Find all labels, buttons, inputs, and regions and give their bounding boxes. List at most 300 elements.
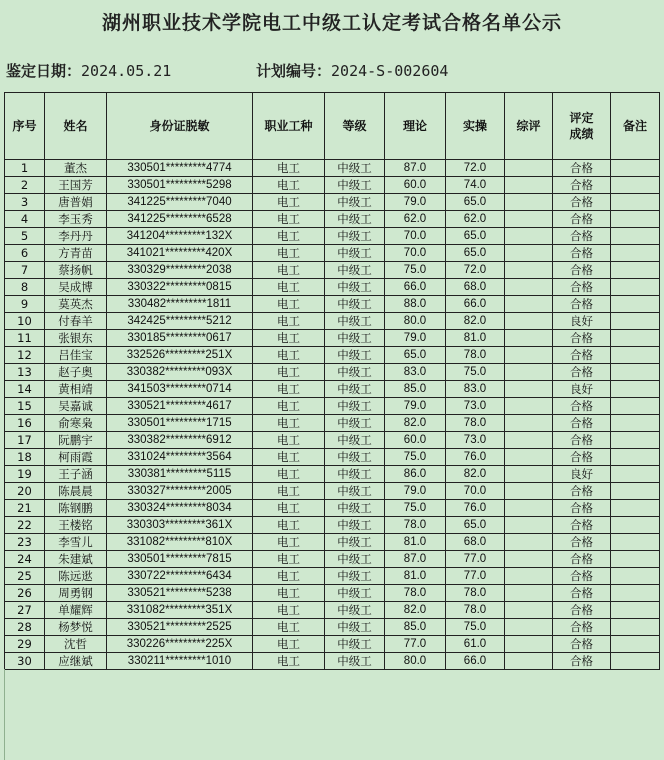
comprehensive-cell[interactable] — [505, 330, 553, 347]
comprehensive-cell[interactable] — [505, 636, 553, 653]
practical-score-cell[interactable]: 65.0 — [446, 245, 505, 262]
id-cell[interactable]: 332526*********251X — [107, 347, 253, 364]
seq-cell[interactable]: 12 — [5, 347, 45, 364]
name-cell[interactable]: 李丹丹 — [45, 228, 107, 245]
seq-cell[interactable]: 16 — [5, 415, 45, 432]
comprehensive-cell[interactable] — [505, 653, 553, 670]
comprehensive-cell[interactable] — [505, 296, 553, 313]
occupation-cell[interactable]: 电工 — [253, 534, 325, 551]
name-cell[interactable]: 吕佳宝 — [45, 347, 107, 364]
name-cell[interactable]: 俞寒枭 — [45, 415, 107, 432]
remark-cell[interactable] — [611, 483, 660, 500]
header-cell[interactable]: 备注 — [611, 93, 660, 160]
practical-score-cell[interactable]: 68.0 — [446, 534, 505, 551]
result-cell[interactable]: 合格 — [553, 585, 611, 602]
theory-score-cell[interactable]: 77.0 — [385, 636, 446, 653]
seq-cell[interactable]: 21 — [5, 500, 45, 517]
theory-score-cell[interactable]: 82.0 — [385, 602, 446, 619]
seq-cell[interactable]: 23 — [5, 534, 45, 551]
occupation-cell[interactable]: 电工 — [253, 347, 325, 364]
seq-cell[interactable]: 30 — [5, 653, 45, 670]
name-cell[interactable]: 王子涵 — [45, 466, 107, 483]
seq-cell[interactable]: 22 — [5, 517, 45, 534]
empty-sheet-area[interactable] — [4, 669, 660, 760]
name-cell[interactable]: 杨梦悦 — [45, 619, 107, 636]
level-cell[interactable]: 中级工 — [325, 432, 385, 449]
theory-score-cell[interactable]: 82.0 — [385, 415, 446, 432]
id-cell[interactable]: 341225*********7040 — [107, 194, 253, 211]
id-cell[interactable]: 331082*********810X — [107, 534, 253, 551]
id-cell[interactable]: 330521*********5238 — [107, 585, 253, 602]
occupation-cell[interactable]: 电工 — [253, 551, 325, 568]
seq-cell[interactable]: 5 — [5, 228, 45, 245]
id-cell[interactable]: 330521*********4617 — [107, 398, 253, 415]
occupation-cell[interactable]: 电工 — [253, 449, 325, 466]
occupation-cell[interactable]: 电工 — [253, 619, 325, 636]
result-cell[interactable]: 合格 — [553, 602, 611, 619]
remark-cell[interactable] — [611, 347, 660, 364]
occupation-cell[interactable]: 电工 — [253, 364, 325, 381]
name-cell[interactable]: 陈远逖 — [45, 568, 107, 585]
level-cell[interactable]: 中级工 — [325, 602, 385, 619]
remark-cell[interactable] — [611, 517, 660, 534]
level-cell[interactable]: 中级工 — [325, 262, 385, 279]
remark-cell[interactable] — [611, 466, 660, 483]
occupation-cell[interactable]: 电工 — [253, 245, 325, 262]
comprehensive-cell[interactable] — [505, 551, 553, 568]
name-cell[interactable]: 唐普娟 — [45, 194, 107, 211]
name-cell[interactable]: 蔡扬帆 — [45, 262, 107, 279]
comprehensive-cell[interactable] — [505, 364, 553, 381]
result-cell[interactable]: 良好 — [553, 466, 611, 483]
name-cell[interactable]: 阮鹏宇 — [45, 432, 107, 449]
occupation-cell[interactable]: 电工 — [253, 279, 325, 296]
id-cell[interactable]: 341503*********0714 — [107, 381, 253, 398]
comprehensive-cell[interactable] — [505, 568, 553, 585]
theory-score-cell[interactable]: 79.0 — [385, 398, 446, 415]
result-cell[interactable]: 合格 — [553, 364, 611, 381]
level-cell[interactable]: 中级工 — [325, 347, 385, 364]
result-cell[interactable]: 良好 — [553, 381, 611, 398]
name-cell[interactable]: 吴嘉诚 — [45, 398, 107, 415]
seq-cell[interactable]: 19 — [5, 466, 45, 483]
comprehensive-cell[interactable] — [505, 517, 553, 534]
practical-score-cell[interactable]: 83.0 — [446, 381, 505, 398]
result-cell[interactable]: 合格 — [553, 194, 611, 211]
occupation-cell[interactable]: 电工 — [253, 177, 325, 194]
comprehensive-cell[interactable] — [505, 534, 553, 551]
id-cell[interactable]: 341204*********132X — [107, 228, 253, 245]
header-cell[interactable]: 序号 — [5, 93, 45, 160]
practical-score-cell[interactable]: 68.0 — [446, 279, 505, 296]
result-cell[interactable]: 合格 — [553, 177, 611, 194]
practical-score-cell[interactable]: 76.0 — [446, 500, 505, 517]
level-cell[interactable]: 中级工 — [325, 160, 385, 177]
practical-score-cell[interactable]: 65.0 — [446, 228, 505, 245]
remark-cell[interactable] — [611, 245, 660, 262]
level-cell[interactable]: 中级工 — [325, 364, 385, 381]
theory-score-cell[interactable]: 79.0 — [385, 194, 446, 211]
level-cell[interactable]: 中级工 — [325, 636, 385, 653]
remark-cell[interactable] — [611, 262, 660, 279]
name-cell[interactable]: 应继斌 — [45, 653, 107, 670]
practical-score-cell[interactable]: 73.0 — [446, 432, 505, 449]
level-cell[interactable]: 中级工 — [325, 517, 385, 534]
theory-score-cell[interactable]: 75.0 — [385, 262, 446, 279]
occupation-cell[interactable]: 电工 — [253, 313, 325, 330]
header-cell[interactable]: 身份证脱敏 — [107, 93, 253, 160]
seq-cell[interactable]: 13 — [5, 364, 45, 381]
result-cell[interactable]: 合格 — [553, 398, 611, 415]
id-cell[interactable]: 330382*********6912 — [107, 432, 253, 449]
occupation-cell[interactable]: 电工 — [253, 398, 325, 415]
name-cell[interactable]: 付春羊 — [45, 313, 107, 330]
result-cell[interactable]: 合格 — [553, 211, 611, 228]
practical-score-cell[interactable]: 62.0 — [446, 211, 505, 228]
practical-score-cell[interactable]: 77.0 — [446, 551, 505, 568]
remark-cell[interactable] — [611, 449, 660, 466]
theory-score-cell[interactable]: 88.0 — [385, 296, 446, 313]
name-cell[interactable]: 莫英杰 — [45, 296, 107, 313]
theory-score-cell[interactable]: 81.0 — [385, 568, 446, 585]
theory-score-cell[interactable]: 80.0 — [385, 653, 446, 670]
comprehensive-cell[interactable] — [505, 177, 553, 194]
header-cell[interactable] — [553, 93, 611, 160]
name-cell[interactable]: 沈哲 — [45, 636, 107, 653]
practical-score-cell[interactable]: 78.0 — [446, 585, 505, 602]
practical-score-cell[interactable]: 70.0 — [446, 483, 505, 500]
header-cell[interactable]: 实操 — [446, 93, 505, 160]
occupation-cell[interactable]: 电工 — [253, 330, 325, 347]
header-cell[interactable]: 职业工种 — [253, 93, 325, 160]
comprehensive-cell[interactable] — [505, 500, 553, 517]
seq-cell[interactable]: 8 — [5, 279, 45, 296]
level-cell[interactable]: 中级工 — [325, 296, 385, 313]
name-cell[interactable]: 王国芳 — [45, 177, 107, 194]
practical-score-cell[interactable]: 82.0 — [446, 313, 505, 330]
theory-score-cell[interactable]: 62.0 — [385, 211, 446, 228]
comprehensive-cell[interactable] — [505, 619, 553, 636]
result-cell[interactable]: 合格 — [553, 262, 611, 279]
level-cell[interactable]: 中级工 — [325, 177, 385, 194]
level-cell[interactable]: 中级工 — [325, 415, 385, 432]
level-cell[interactable]: 中级工 — [325, 211, 385, 228]
remark-cell[interactable] — [611, 194, 660, 211]
remark-cell[interactable] — [611, 500, 660, 517]
id-cell[interactable]: 330501*********7815 — [107, 551, 253, 568]
name-cell[interactable]: 李雪儿 — [45, 534, 107, 551]
comprehensive-cell[interactable] — [505, 432, 553, 449]
name-cell[interactable]: 李玉秀 — [45, 211, 107, 228]
remark-cell[interactable] — [611, 432, 660, 449]
level-cell[interactable]: 中级工 — [325, 500, 385, 517]
level-cell[interactable]: 中级工 — [325, 381, 385, 398]
remark-cell[interactable] — [611, 636, 660, 653]
practical-score-cell[interactable]: 78.0 — [446, 602, 505, 619]
seq-cell[interactable]: 20 — [5, 483, 45, 500]
result-cell[interactable]: 合格 — [553, 653, 611, 670]
comprehensive-cell[interactable] — [505, 449, 553, 466]
remark-cell[interactable] — [611, 160, 660, 177]
occupation-cell[interactable]: 电工 — [253, 636, 325, 653]
id-cell[interactable]: 341225*********6528 — [107, 211, 253, 228]
header-cell[interactable]: 理论 — [385, 93, 446, 160]
level-cell[interactable]: 中级工 — [325, 245, 385, 262]
theory-score-cell[interactable]: 75.0 — [385, 449, 446, 466]
header-cell[interactable]: 综评 — [505, 93, 553, 160]
occupation-cell[interactable]: 电工 — [253, 415, 325, 432]
level-cell[interactable]: 中级工 — [325, 534, 385, 551]
id-cell[interactable]: 330303*********361X — [107, 517, 253, 534]
comprehensive-cell[interactable] — [505, 381, 553, 398]
occupation-cell[interactable]: 电工 — [253, 296, 325, 313]
id-cell[interactable]: 330381*********5115 — [107, 466, 253, 483]
remark-cell[interactable] — [611, 534, 660, 551]
id-cell[interactable]: 330327*********2005 — [107, 483, 253, 500]
level-cell[interactable]: 中级工 — [325, 585, 385, 602]
practical-score-cell[interactable]: 81.0 — [446, 330, 505, 347]
comprehensive-cell[interactable] — [505, 398, 553, 415]
id-cell[interactable]: 330322*********0815 — [107, 279, 253, 296]
level-cell[interactable]: 中级工 — [325, 568, 385, 585]
header-cell[interactable]: 等级 — [325, 93, 385, 160]
theory-score-cell[interactable]: 86.0 — [385, 466, 446, 483]
occupation-cell[interactable]: 电工 — [253, 466, 325, 483]
name-cell[interactable]: 方青苗 — [45, 245, 107, 262]
result-cell[interactable]: 合格 — [553, 636, 611, 653]
theory-score-cell[interactable]: 70.0 — [385, 228, 446, 245]
theory-score-cell[interactable]: 78.0 — [385, 585, 446, 602]
comprehensive-cell[interactable] — [505, 211, 553, 228]
seq-cell[interactable]: 6 — [5, 245, 45, 262]
occupation-cell[interactable]: 电工 — [253, 500, 325, 517]
comprehensive-cell[interactable] — [505, 466, 553, 483]
remark-cell[interactable] — [611, 551, 660, 568]
practical-score-cell[interactable]: 82.0 — [446, 466, 505, 483]
practical-score-cell[interactable]: 61.0 — [446, 636, 505, 653]
practical-score-cell[interactable]: 66.0 — [446, 296, 505, 313]
comprehensive-cell[interactable] — [505, 194, 553, 211]
name-cell[interactable]: 周勇钢 — [45, 585, 107, 602]
seq-cell[interactable]: 14 — [5, 381, 45, 398]
occupation-cell[interactable]: 电工 — [253, 483, 325, 500]
comprehensive-cell[interactable] — [505, 279, 553, 296]
seq-cell[interactable]: 11 — [5, 330, 45, 347]
result-cell[interactable]: 合格 — [553, 517, 611, 534]
theory-score-cell[interactable]: 65.0 — [385, 347, 446, 364]
occupation-cell[interactable]: 电工 — [253, 653, 325, 670]
seq-cell[interactable]: 25 — [5, 568, 45, 585]
practical-score-cell[interactable]: 78.0 — [446, 347, 505, 364]
id-cell[interactable]: 330382*********093X — [107, 364, 253, 381]
occupation-cell[interactable]: 电工 — [253, 194, 325, 211]
seq-cell[interactable]: 7 — [5, 262, 45, 279]
level-cell[interactable]: 中级工 — [325, 279, 385, 296]
seq-cell[interactable]: 24 — [5, 551, 45, 568]
level-cell[interactable]: 中级工 — [325, 330, 385, 347]
remark-cell[interactable] — [611, 415, 660, 432]
remark-cell[interactable] — [611, 653, 660, 670]
name-cell[interactable]: 陈钢鹏 — [45, 500, 107, 517]
result-cell[interactable]: 合格 — [553, 347, 611, 364]
level-cell[interactable]: 中级工 — [325, 194, 385, 211]
name-cell[interactable]: 黄相靖 — [45, 381, 107, 398]
remark-cell[interactable] — [611, 398, 660, 415]
remark-cell[interactable] — [611, 602, 660, 619]
result-cell[interactable]: 合格 — [553, 449, 611, 466]
practical-score-cell[interactable]: 65.0 — [446, 194, 505, 211]
practical-score-cell[interactable]: 72.0 — [446, 160, 505, 177]
comprehensive-cell[interactable] — [505, 585, 553, 602]
remark-cell[interactable] — [611, 364, 660, 381]
theory-score-cell[interactable]: 85.0 — [385, 381, 446, 398]
level-cell[interactable]: 中级工 — [325, 483, 385, 500]
id-cell[interactable]: 330329*********2038 — [107, 262, 253, 279]
level-cell[interactable]: 中级工 — [325, 551, 385, 568]
occupation-cell[interactable]: 电工 — [253, 381, 325, 398]
theory-score-cell[interactable]: 87.0 — [385, 551, 446, 568]
seq-cell[interactable]: 29 — [5, 636, 45, 653]
result-cell[interactable]: 合格 — [553, 415, 611, 432]
remark-cell[interactable] — [611, 296, 660, 313]
id-cell[interactable]: 342425*********5212 — [107, 313, 253, 330]
remark-cell[interactable] — [611, 330, 660, 347]
result-cell[interactable]: 合格 — [553, 483, 611, 500]
seq-cell[interactable]: 27 — [5, 602, 45, 619]
seq-cell[interactable]: 28 — [5, 619, 45, 636]
id-cell[interactable]: 330226*********225X — [107, 636, 253, 653]
name-cell[interactable]: 王楼铭 — [45, 517, 107, 534]
result-cell[interactable]: 合格 — [553, 568, 611, 585]
id-cell[interactable]: 330324*********8034 — [107, 500, 253, 517]
seq-cell[interactable]: 18 — [5, 449, 45, 466]
id-cell[interactable]: 330501*********4774 — [107, 160, 253, 177]
id-cell[interactable]: 341021*********420X — [107, 245, 253, 262]
occupation-cell[interactable]: 电工 — [253, 432, 325, 449]
result-cell[interactable]: 合格 — [553, 500, 611, 517]
seq-cell[interactable]: 1 — [5, 160, 45, 177]
id-cell[interactable]: 330501*********5298 — [107, 177, 253, 194]
name-cell[interactable]: 张银东 — [45, 330, 107, 347]
theory-score-cell[interactable]: 79.0 — [385, 483, 446, 500]
theory-score-cell[interactable]: 81.0 — [385, 534, 446, 551]
practical-score-cell[interactable]: 73.0 — [446, 398, 505, 415]
name-cell[interactable]: 柯雨霞 — [45, 449, 107, 466]
name-cell[interactable]: 朱建斌 — [45, 551, 107, 568]
seq-cell[interactable]: 9 — [5, 296, 45, 313]
theory-score-cell[interactable]: 79.0 — [385, 330, 446, 347]
occupation-cell[interactable]: 电工 — [253, 262, 325, 279]
result-cell[interactable]: 合格 — [553, 228, 611, 245]
result-cell[interactable]: 合格 — [553, 160, 611, 177]
theory-score-cell[interactable]: 85.0 — [385, 619, 446, 636]
occupation-cell[interactable]: 电工 — [253, 602, 325, 619]
occupation-cell[interactable]: 电工 — [253, 228, 325, 245]
level-cell[interactable]: 中级工 — [325, 228, 385, 245]
seq-cell[interactable]: 10 — [5, 313, 45, 330]
id-cell[interactable]: 331024*********3564 — [107, 449, 253, 466]
result-cell[interactable]: 合格 — [553, 551, 611, 568]
comprehensive-cell[interactable] — [505, 347, 553, 364]
name-cell[interactable]: 赵子奥 — [45, 364, 107, 381]
header-cell[interactable]: 姓名 — [45, 93, 107, 160]
name-cell[interactable]: 董杰 — [45, 160, 107, 177]
theory-score-cell[interactable]: 78.0 — [385, 517, 446, 534]
occupation-cell[interactable]: 电工 — [253, 160, 325, 177]
theory-score-cell[interactable]: 70.0 — [385, 245, 446, 262]
comprehensive-cell[interactable] — [505, 415, 553, 432]
theory-score-cell[interactable]: 87.0 — [385, 160, 446, 177]
remark-cell[interactable] — [611, 619, 660, 636]
id-cell[interactable]: 330185*********0617 — [107, 330, 253, 347]
level-cell[interactable]: 中级工 — [325, 398, 385, 415]
comprehensive-cell[interactable] — [505, 160, 553, 177]
id-cell[interactable]: 330521*********2525 — [107, 619, 253, 636]
remark-cell[interactable] — [611, 313, 660, 330]
remark-cell[interactable] — [611, 177, 660, 194]
theory-score-cell[interactable]: 66.0 — [385, 279, 446, 296]
seq-cell[interactable]: 26 — [5, 585, 45, 602]
occupation-cell[interactable]: 电工 — [253, 517, 325, 534]
remark-cell[interactable] — [611, 211, 660, 228]
name-cell[interactable]: 吴成博 — [45, 279, 107, 296]
name-cell[interactable]: 单耀辉 — [45, 602, 107, 619]
comprehensive-cell[interactable] — [505, 262, 553, 279]
comprehensive-cell[interactable] — [505, 245, 553, 262]
id-cell[interactable]: 330211*********1010 — [107, 653, 253, 670]
practical-score-cell[interactable]: 65.0 — [446, 517, 505, 534]
result-cell[interactable]: 合格 — [553, 619, 611, 636]
level-cell[interactable]: 中级工 — [325, 449, 385, 466]
result-cell[interactable]: 合格 — [553, 534, 611, 551]
seq-cell[interactable]: 17 — [5, 432, 45, 449]
remark-cell[interactable] — [611, 279, 660, 296]
seq-cell[interactable]: 3 — [5, 194, 45, 211]
practical-score-cell[interactable]: 66.0 — [446, 653, 505, 670]
result-cell[interactable]: 合格 — [553, 432, 611, 449]
practical-score-cell[interactable]: 77.0 — [446, 568, 505, 585]
practical-score-cell[interactable]: 75.0 — [446, 619, 505, 636]
practical-score-cell[interactable]: 72.0 — [446, 262, 505, 279]
level-cell[interactable]: 中级工 — [325, 653, 385, 670]
practical-score-cell[interactable]: 74.0 — [446, 177, 505, 194]
level-cell[interactable]: 中级工 — [325, 466, 385, 483]
id-cell[interactable]: 330482*********1811 — [107, 296, 253, 313]
remark-cell[interactable] — [611, 568, 660, 585]
occupation-cell[interactable]: 电工 — [253, 211, 325, 228]
remark-cell[interactable] — [611, 381, 660, 398]
practical-score-cell[interactable]: 75.0 — [446, 364, 505, 381]
practical-score-cell[interactable]: 76.0 — [446, 449, 505, 466]
result-cell[interactable]: 合格 — [553, 245, 611, 262]
id-cell[interactable]: 330501*********1715 — [107, 415, 253, 432]
result-cell[interactable]: 合格 — [553, 296, 611, 313]
theory-score-cell[interactable]: 60.0 — [385, 177, 446, 194]
comprehensive-cell[interactable] — [505, 483, 553, 500]
name-cell[interactable]: 陈晨晨 — [45, 483, 107, 500]
comprehensive-cell[interactable] — [505, 228, 553, 245]
result-cell[interactable]: 良好 — [553, 313, 611, 330]
comprehensive-cell[interactable] — [505, 602, 553, 619]
result-cell[interactable]: 合格 — [553, 279, 611, 296]
level-cell[interactable]: 中级工 — [325, 313, 385, 330]
theory-score-cell[interactable]: 80.0 — [385, 313, 446, 330]
level-cell[interactable]: 中级工 — [325, 619, 385, 636]
comprehensive-cell[interactable] — [505, 313, 553, 330]
remark-cell[interactable] — [611, 228, 660, 245]
seq-cell[interactable]: 15 — [5, 398, 45, 415]
theory-score-cell[interactable]: 75.0 — [385, 500, 446, 517]
